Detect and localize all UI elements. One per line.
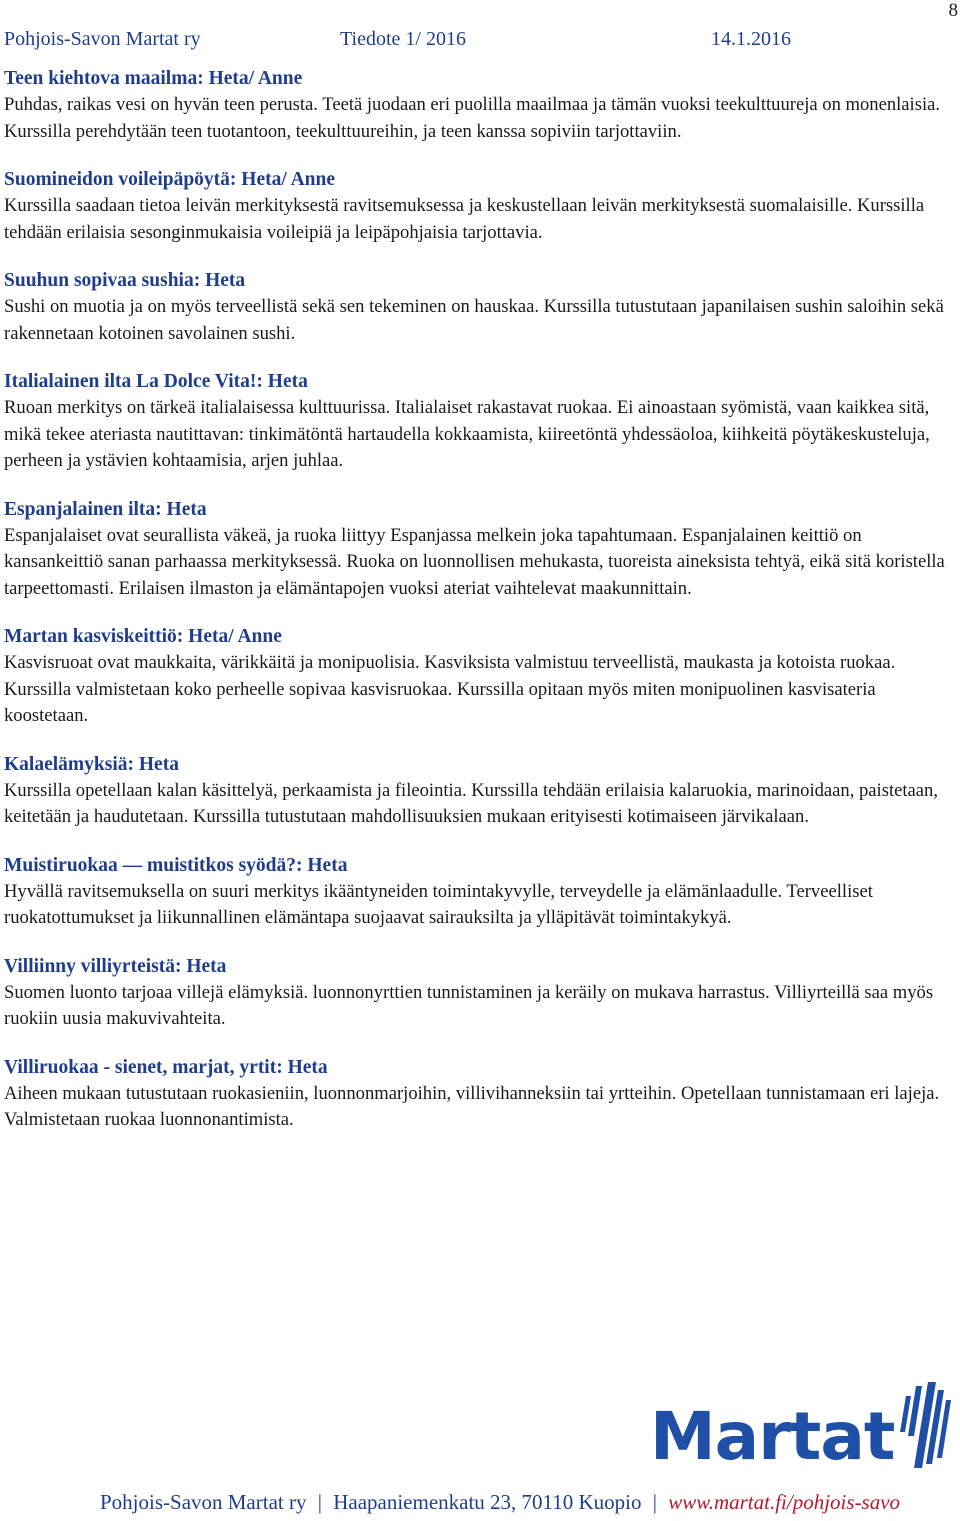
course-section — [4, 268, 954, 347]
header-organization: Pohjois-Savon Martat ry — [4, 28, 201, 50]
course-description: Puhdas, raikas vesi on hyvän teen perusta. Teetä juodaan eri puolilla maailmaa ja tämän vuoksi teekulttuureja on monenlaisia. Kurssilla perehdytään teen tuotantoon, teekulttuureihin, ja teen kanssa sopiviin tarjottaviin. — [4, 94, 941, 142]
course-section — [4, 853, 954, 932]
course-description: Kurssilla opetellaan kalan käsittelyä, perkaamista ja fileointia. Kurssilla tehdään erilaisia kalaruokia, marinoidaan, paistetaan, keitetään ja haudutetaan. Kurssilla tutustutaan mahdollisuuksien mukaan erityisesti kotimaiseen järvikalaan. — [4, 779, 938, 827]
document-footer — [100, 1490, 960, 1520]
course-section — [4, 954, 954, 1033]
course-description: Sushi on muotia ja on myös terveellistä sekä sen tekeminen on hauskaa. Kurssilla tutustutaan japanilaisen sushin saloihin sekä rakennetaan kotoinen savolainen sushi. — [4, 296, 944, 344]
course-title: Martan kasviskeittiö: Heta/ Anne — [4, 626, 282, 647]
course-description: Hyvällä ravitsemuksella on suuri merkitys ikääntyneiden toimintakyvylle, terveydelle ja elämänlaadulle. Terveelliset ruokatottumukset ja liikunnallinen elämäntapa suojaavat sairauksilta ja ylläpitävät toimintakykyä. — [4, 880, 873, 928]
document-header — [4, 22, 956, 56]
course-section — [4, 66, 954, 145]
course-description: Espanjalaiset ovat seurallista väkeä, ja ruoka liittyy Espanjassa melkein joka tapahtumaan. Espanjalainen keittiö on kansankeittiö sanan parhaassa merkityksessä. Ruoka on luonnollisen mehukasta, tuoreista aineksista tehtyä, eikä sitä koristella tarpeettomasti. Erilaisen ilmaston ja elämäntapojen vuoksi ateriat vaihtelevat maakunnittain. — [4, 524, 945, 599]
course-description: Aiheen mukaan tutustutaan ruokasieniin, luonnonmarjoihin, villivihanneksiin tai yrtteihin. Opetellaan tunnistamaan eri lajeja. Valmistetaan ruokaa luonnonantimista. — [4, 1082, 940, 1130]
header-issue: Tiedote 1/ 2016 — [340, 28, 466, 50]
header-date: 14.1.2016 — [711, 28, 791, 50]
course-title: Kalaelämyksiä: Heta — [4, 753, 179, 775]
logo-stripes-icon — [894, 1380, 954, 1470]
course-section — [4, 497, 954, 603]
course-section — [4, 752, 954, 831]
footer-organization: Pohjois-Savon Martat ry — [100, 1490, 307, 1514]
footer-separator: | — [652, 1490, 657, 1514]
course-title: Muistiruokaa — muistitkos syödä?: Heta — [4, 854, 348, 876]
course-title: Villiinny villiyrteistä: Heta — [4, 955, 227, 977]
course-description: Ruoan merkitys on tärkeä italialaisessa kulttuurissa. Italialaiset rakastavat ruokaa. Ei ainoastaan syömistä, vaan kaikkea sitä, mikä tekee ateriasta nautittavan: tinkimätöntä hartaudella kokkaamista, kiireetöntä yhdessäoloa, kiihkeitä pöytäkeskusteluja, perheen ja ystävien kohtaamisia, arjen juhlaa. — [4, 397, 930, 471]
footer-separator: | — [317, 1490, 322, 1514]
course-title: Villiruokaa - sienet, marjat, yrtit: Heta — [4, 1056, 328, 1078]
course-title: Teen kiehtova maailma: Heta/ Anne — [4, 68, 303, 89]
course-title: Suuhun sopivaa sushia: Heta — [4, 270, 246, 291]
martat-logo — [650, 1380, 950, 1480]
logo-wordmark: Martat — [650, 1398, 895, 1475]
course-title: Espanjalainen ilta: Heta — [4, 498, 207, 520]
course-section — [4, 624, 954, 730]
page-number: 8 — [948, 0, 958, 21]
course-section — [4, 1055, 954, 1134]
course-section — [4, 369, 954, 475]
footer-website-link[interactable]: www.martat.fi/pohjois-savo — [668, 1490, 901, 1514]
course-list — [4, 66, 954, 1156]
footer-address: Haapaniemenkatu 23, 70110 Kuopio — [333, 1490, 642, 1514]
course-description: Kasvisruoat ovat maukkaita, värikkäitä ja monipuolisia. Kasviksista valmistuu terveellistä, maukasta ja kotoista ruokaa. Kurssilla valmistetaan koko perheelle sopivaa kasvisruokaa. Kurssilla opitaan myös miten monipuolinen kasvisateria koostetaan. — [4, 652, 896, 726]
course-title: Italialainen ilta La Dolce Vita!: Heta — [4, 371, 308, 392]
course-title: Suomineidon voileipäpöytä: Heta/ Anne — [4, 169, 336, 190]
course-description: Suomen luonto tarjoaa villejä elämyksiä. luonnonyrttien tunnistaminen ja keräily on mukava harrastus. Villiyrteillä saa myös ruokiin uusia makuvivahteita. — [4, 981, 934, 1029]
course-description: Kurssilla saadaan tietoa leivän merkityksestä ravitsemuksessa ja keskustellaan leivän merkityksestä suomalaisille. Kurssilla tehdään erilaisia sesonginmukaisia voileipiä ja leipäpohjaisia tarjottavia. — [4, 195, 925, 243]
course-section — [4, 167, 954, 246]
